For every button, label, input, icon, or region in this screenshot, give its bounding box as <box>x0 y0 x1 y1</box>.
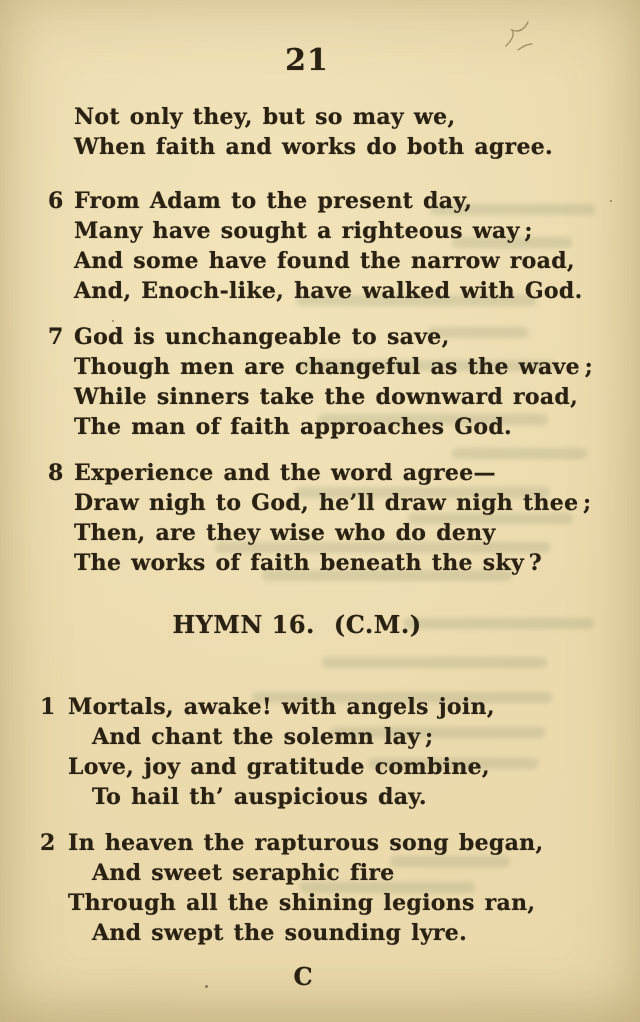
verse-line: And chant the solemn lay ; <box>92 724 434 750</box>
stanza <box>48 322 640 442</box>
verse-line: The man of faith approaches God. <box>74 414 512 440</box>
verse-number: 7 <box>48 324 64 350</box>
verse-line: Love, joy and gratitude combine, <box>68 754 490 780</box>
verse-line: Experience and the word agree— <box>74 460 496 486</box>
verse-line: To hail th’ auspicious day. <box>92 784 427 810</box>
verse-line: Draw nigh to God, he’ll draw nigh thee ; <box>74 490 592 516</box>
stanza <box>48 102 640 162</box>
verse-line: The works of faith beneath the sky ? <box>74 550 542 576</box>
verse-line: Though men are changeful as the wave ; <box>74 354 594 380</box>
verse-line: And swept the sounding lyre. <box>92 920 468 946</box>
stanza <box>40 828 640 948</box>
previous-hymn-continued <box>0 102 640 578</box>
page-number: 21 <box>285 43 329 78</box>
verse-number: 1 <box>40 694 56 720</box>
verse-line: When faith and works do both agree. <box>74 134 553 160</box>
stanza <box>48 186 640 306</box>
verse-number: 2 <box>40 830 56 856</box>
verse-line: And, Enoch-like, have walked with God. <box>74 278 583 304</box>
verse-line: Not only they, but so may we, <box>74 104 456 130</box>
verse-line: And sweet seraphic fire <box>92 860 395 886</box>
verse-line: And some have found the narrow road, <box>74 248 575 274</box>
signature-mark: C <box>293 962 313 991</box>
verse-line: Many have sought a righteous way ; <box>74 218 533 244</box>
verse-line: Then, are they wise who do deny <box>74 520 496 546</box>
verse-line: In heaven the rapturous song began, <box>68 830 544 856</box>
stanza <box>48 458 640 578</box>
verse-line: Through all the shining legions ran, <box>68 890 536 916</box>
verse-line: God is unchangeable to save, <box>74 324 450 350</box>
verse-line: From Adam to the present day, <box>74 188 473 214</box>
verse-number: 6 <box>48 188 64 214</box>
hymn-heading <box>0 610 617 640</box>
hymn-title: HYMN 16. <box>172 610 315 639</box>
stanza <box>40 692 640 812</box>
hymn-16-stanzas <box>0 692 640 948</box>
verse-line: Mortals, awake! with angels join, <box>68 694 495 720</box>
verse-line: While sinners take the downward road, <box>74 384 579 410</box>
verse-number: 8 <box>48 460 64 486</box>
hymn-meter: (C.M.) <box>333 610 422 639</box>
